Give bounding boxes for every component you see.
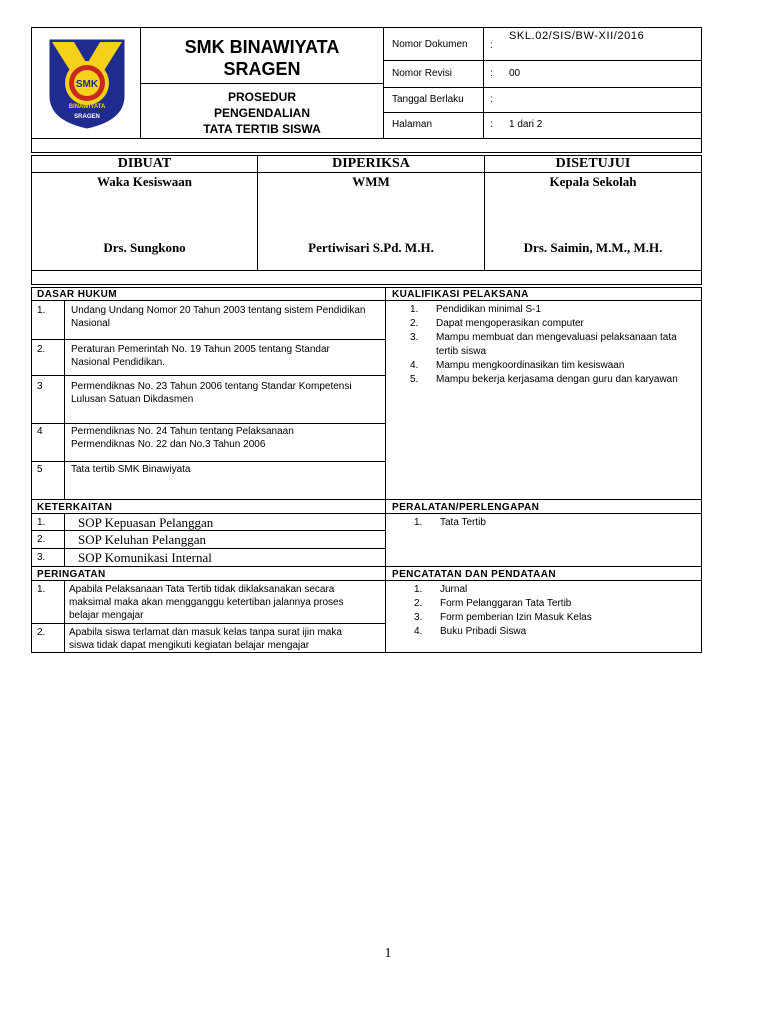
list-item [414,583,684,597]
list-text: Mampu bekerja kerjasama dengan guru dan karyawan [436,374,678,385]
list-item [410,373,695,387]
list-num: 1. [410,304,419,315]
section-title-pencatatan: PENCATATAN DAN PENDATAAN [392,569,557,580]
dasar-hukum-text: Peraturan Pemerintah No. 19 Tahun 2005 tentang Standar Nasional Pendidikan. [71,344,330,368]
dasar-hukum-num: 1. [37,305,46,316]
dasar-hukum-text: Undang Undang Nomor 20 Tahun 2003 tentang sistem Pendidikan Nasional [71,305,366,329]
peringatan-text: Apabila siswa terlamat dan masuk kelas tanpa surat ijin maka siswa tidak dapat mengikuti kegiatan belajar mengajar [69,627,342,651]
keterkaitan-text: SOP Keluhan Pelanggan [78,532,207,547]
meta-colon: : [490,68,493,79]
dasar-hukum-text: Permendiknas No. 24 Tahun tentang Pelaksanaan Permendiknas No. 22 dan No.3 Tahun 2006 [71,426,294,450]
peringatan-num: 1. [37,584,46,595]
logo-bottom-text: SRAGEN [74,114,100,120]
kualifikasi-list [410,303,695,387]
dasar-hukum-text: Permendiknas No. 23 Tahun 2006 tentang Standar Kompetensi Lulusan Satuan Dikdasmen [71,381,352,405]
list-text: Form pemberian Izin Masuk Kelas [440,612,592,623]
doc-type: PROSEDUR [227,90,296,104]
list-num: 2. [414,598,423,609]
logo-arc-text: BINAWIYATA [68,104,106,110]
meta-colon: : [490,40,493,51]
section-title-kualifikasi: KUALIFIKASI PELAKSANA [392,289,529,300]
list-text: Tata Tertib [440,517,486,528]
list-num: 2. [410,318,419,329]
section-title-peralatan: PERALATAN/PERLENGAPAN [392,502,540,513]
approval-role-disetujui: Kepala Sekolah [549,174,637,189]
doc-title: TATA TERTIB SISWA [203,122,321,136]
doc-sub: PENGENDALIAN [213,106,310,120]
meta-label-nomor-revisi: Nomor Revisi [392,68,453,79]
approval-head-dibuat: DIBUAT [117,156,172,171]
list-item [410,303,695,317]
list-text: Mampu mengkoordinasikan tim kesiswaan [436,360,625,371]
list-item [414,611,684,625]
page-number: 1 [384,946,392,961]
list-num: 1. [414,517,423,528]
list-num: 1. [414,584,423,595]
list-item [414,516,684,530]
keterkaitan-num: 1. [37,517,46,528]
list-text: Pendidikan minimal S-1 [436,304,542,315]
list-num: 3. [410,332,419,343]
list-text: Jurnal [440,584,468,595]
meta-label-halaman: Halaman [392,119,433,130]
dasar-hukum-num: 4 [37,426,43,437]
list-num: 4. [414,626,423,637]
dasar-hukum-text: Tata tertib SMK Binawiyata [71,464,191,475]
peringatan-text: Apabila Pelaksanaan Tata Tertib tidak diklaksanakan secara maksimal maka akan mengganggu ketertiban jalannya proses belajar mengajar [69,584,344,621]
school-city: SRAGEN [223,59,301,79]
approval-name-diperiksa: Pertiwisari S.Pd. M.H. [308,240,434,255]
approval-head-disetujui: DISETUJUI [555,156,631,171]
approval-head-diperiksa: DIPERIKSA [332,156,410,171]
pencatatan-list [414,583,684,639]
approval-role-diperiksa: WMM [352,174,390,189]
list-text: Buku Pribadi Siswa [440,626,527,637]
list-text: Form Pelanggaran Tata Tertib [440,598,572,609]
section-title-dasar-hukum: DASAR HUKUM [37,289,117,300]
list-item [414,625,684,639]
meta-value-nomor-revisi: 00 [509,68,521,79]
section-title-peringatan: PERINGATAN [37,569,106,580]
approval-name-disetujui: Drs. Saimin, M.M., M.H. [523,240,663,255]
logo-abbr: SMK [75,79,99,90]
approval-role-dibuat: Waka Kesiswaan [97,174,192,189]
list-item [410,331,695,359]
meta-label-nomor-dokumen: Nomor Dokumen [392,39,468,50]
list-num: 5. [410,374,419,385]
school-logo [46,36,128,130]
section-title-keterkaitan: KETERKAITAN [37,502,113,513]
keterkaitan-text: SOP Komunikasi Internal [78,550,212,565]
meta-value-halaman: 1 dari 2 [509,119,543,130]
list-text: Dapat mengoperasikan computer [436,318,584,329]
list-item [410,359,695,373]
dasar-hukum-num: 5 [37,464,43,475]
peralatan-list [414,516,684,530]
list-num: 3. [414,612,423,623]
list-item [414,597,684,611]
school-name: SMK BINAWIYATA [184,37,340,57]
meta-colon: : [490,94,493,105]
keterkaitan-num: 3. [37,552,46,563]
list-text: Mampu membuat dan mengevaluasi pelaksanaan tata tertib siswa [436,332,677,357]
meta-colon: : [490,119,493,130]
list-num: 4. [410,360,419,371]
school-logo-shield [46,36,128,130]
approval-name-dibuat: Drs. Sungkono [103,240,186,255]
meta-label-tanggal-berlaku: Tanggal Berlaku [392,94,464,105]
keterkaitan-text: SOP Kepuasan Pelanggan [78,515,214,530]
dasar-hukum-num: 3 [37,381,43,392]
meta-value-nomor-dokumen: SKL.02/SIS/BW-XII/2016 [509,30,645,42]
peringatan-num: 2. [37,627,46,638]
dasar-hukum-num: 2. [37,344,46,355]
list-item [410,317,695,331]
keterkaitan-num: 2. [37,534,46,545]
